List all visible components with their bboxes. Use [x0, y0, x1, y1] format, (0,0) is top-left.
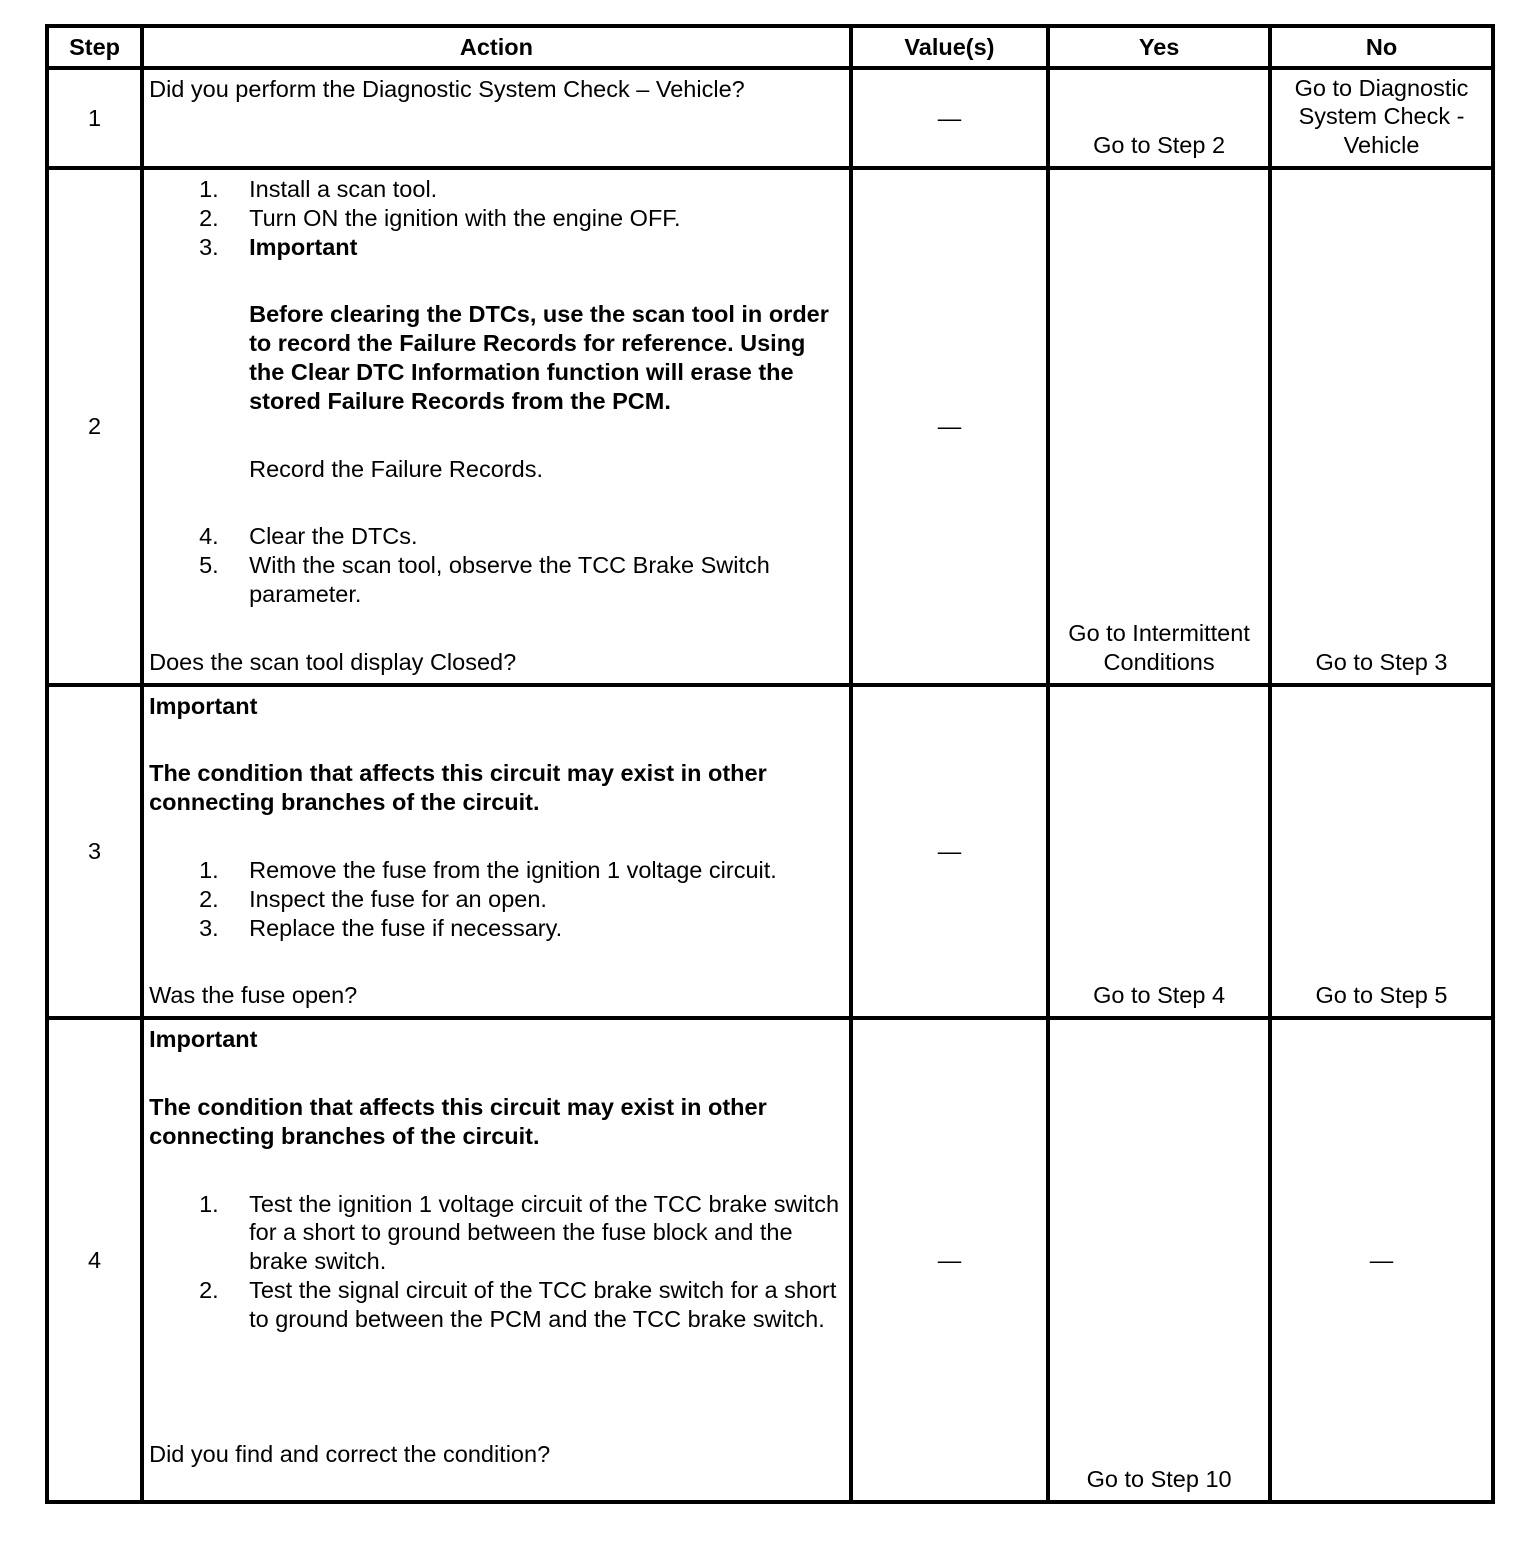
list-item: 4. Clear the DTCs.: [199, 523, 418, 550]
action-question: Did you find and correct the condition?: [149, 1440, 551, 1467]
step-number: 1: [47, 68, 142, 168]
yes-cell: Go to Step 2: [1048, 68, 1270, 168]
header-value: Value(s): [851, 26, 1048, 68]
header-step: Step: [47, 26, 142, 68]
important-label: Important: [149, 692, 258, 719]
list-item: 1. Install a scan tool.: [199, 176, 438, 202]
list-item: 1. Remove the fuse from the ignition 1 voltage circuit.: [199, 856, 777, 883]
action-question: Did you perform the Diagnostic System Check – Vehicle?: [149, 76, 745, 102]
yes-cell: Go to Intermittent Conditions: [1048, 168, 1270, 685]
list-item: 3. Important: [199, 233, 358, 260]
no-cell: Go to Step 5: [1270, 685, 1493, 1019]
action-cell: [142, 1018, 851, 1502]
action-list: [149, 856, 845, 942]
step-number: 3: [47, 685, 142, 1019]
diagnostic-table: [45, 24, 1495, 1504]
header-action: Action: [142, 26, 851, 68]
important-label: Important: [149, 1026, 258, 1053]
value-cell: —: [851, 68, 1048, 168]
no-cell: Go to Step 3: [1270, 168, 1493, 685]
action-cell: [142, 685, 851, 1019]
list-item: 2. Turn ON the ignition with the engine OFF.: [199, 204, 681, 231]
header-yes: Yes: [1048, 26, 1270, 68]
value-cell: —: [851, 685, 1048, 1019]
header-row: [47, 26, 1493, 68]
action-cell: [142, 68, 851, 168]
yes-cell: Go to Step 10: [1048, 1018, 1270, 1502]
important-note: Before clearing the DTCs, use the scan tool in order to record the Failure Records for reference. Using the Clear DTC Information function will erase the stored Failure Records from the PCM.: [249, 301, 829, 414]
no-cell: Go to Diagnostic System Check - Vehicle: [1270, 68, 1493, 168]
list-item: 3. Replace the fuse if necessary.: [199, 914, 563, 941]
header-no: No: [1270, 26, 1493, 68]
table-row: [47, 68, 1493, 168]
sub-instruction: Record the Failure Records.: [249, 455, 543, 482]
list-item: 1. Test the ignition 1 voltage circuit of the TCC brake switch for a short to ground between the fuse block and the brake switch.: [199, 1190, 840, 1275]
yes-cell: Go to Step 4: [1048, 685, 1270, 1019]
value-cell: —: [851, 168, 1048, 685]
action-question: Does the scan tool display Closed?: [149, 648, 517, 675]
list-item: 5. With the scan tool, observe the TCC Brake Switch parameter.: [199, 552, 770, 607]
action-cell: [142, 168, 851, 685]
value-cell: —: [851, 1018, 1048, 1502]
action-question: Was the fuse open?: [149, 982, 358, 1009]
table-row: [47, 685, 1493, 1019]
important-note: The condition that affects this circuit may exist in other connecting branches of the circuit.: [149, 1093, 767, 1149]
list-item: 2. Inspect the fuse for an open.: [199, 885, 547, 912]
action-list: [149, 1190, 845, 1334]
important-note: The condition that affects this circuit may exist in other connecting branches of the circuit.: [149, 760, 767, 816]
step-number: 2: [47, 168, 142, 685]
table-row: [47, 168, 1493, 685]
action-list: [149, 522, 845, 608]
no-cell: —: [1270, 1018, 1493, 1502]
table-row: [47, 1018, 1493, 1502]
step-number: 4: [47, 1018, 142, 1502]
list-item: 2. Test the signal circuit of the TCC brake switch for a short to ground between the PCM and the TCC brake switch.: [199, 1276, 837, 1332]
action-list: [149, 175, 845, 261]
